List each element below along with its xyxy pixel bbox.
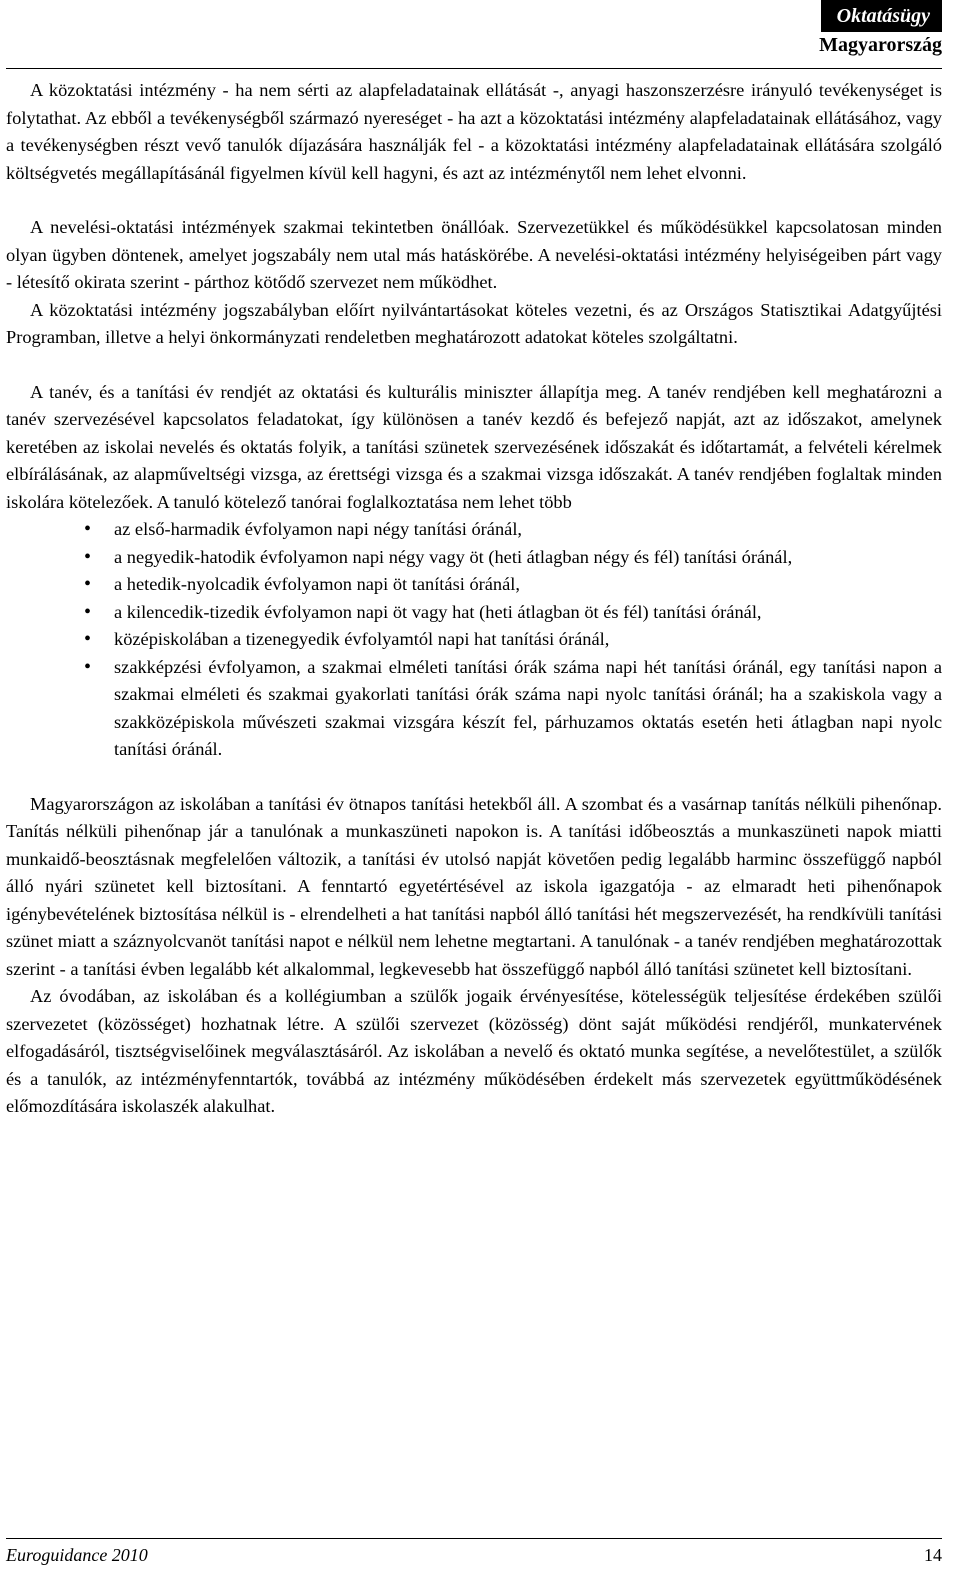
list-item: • a hetedik-nyolcadik évfolyamon napi öt tanítási óránál, <box>6 571 942 599</box>
list-item: • az első-harmadik évfolyamon napi négy tanítási óránál, <box>6 516 942 544</box>
footer-source: Euroguidance 2010 <box>6 1545 148 1565</box>
paragraph-gap <box>6 187 942 214</box>
paragraph-records: A közoktatási intézmény jogszabályban előírt nyilvántartásokat köteles vezetni, és az Országos Statisztikai Adatgyűjtési Programban, illetve a helyi önkormányzati rendeletben meghatározott adatokat köteles szolgáltatni. <box>6 299 942 347</box>
lesson-limits-list <box>6 516 942 764</box>
paragraph-autonomy: A nevelési-oktatási intézmények szakmai tekintetben önállóak. Szervezetükkel és működésükkel kapcsolatosan minden olyan ügyben döntenek, amelyet jogszabály nem utal más hatáskörébe. A nevelési-oktatási intézmény helyiségeiben párt vagy - létesítő okirata szerint - párthoz kötődő szervezet nem működhet. <box>6 217 942 292</box>
page-footer <box>6 1543 942 1567</box>
page-number: 14 <box>924 1545 942 1565</box>
list-item: • a negyedik-hatodik évfolyamon napi négy vagy öt (heti átlagban négy és fél) tanítási óránál, <box>6 544 942 572</box>
paragraph-gap <box>6 764 942 791</box>
page-header <box>819 0 942 58</box>
paragraph-gap <box>6 352 942 379</box>
list-item: • szakképzési évfolyamon, a szakmai elméleti tanítási órák száma napi hét tanítási óránál, egy tanítási napon a szakmai elméleti és szakmai gyakorlati tanítási órák száma napi nyolc tanítási óránál; ha a szakiskola vagy a szakközépiskola művészeti szakmai vizsgára készít fel, párhuzamos oktatás esetén heti átlagban napi nyolc tanítási óránál. <box>6 654 942 764</box>
header-divider <box>6 68 942 69</box>
list-item: • középiskolában a tizenegyedik évfolyamtól napi hat tanítási óránál, <box>6 626 942 654</box>
document-body <box>6 77 942 1121</box>
header-brand-title: Oktatásügy <box>821 0 942 32</box>
paragraph-parents: Az óvodában, az iskolában és a kollégiumban a szülők jogaik érvényesítése, kötelességük teljesítése érdekében szülői szervezetet (közösséget) hozhatnak létre. A szülői szervezet (közösség) dönt saját működési rendjéről, munkatervének elfogadásáról, tisztségviselőinek megválasztásáról. Az iskolában a nevelő és oktató munka segítése, a nevelőtestület, a szülők és a tanulók, az intézményfenntartók, továbbá az intézmény működésében érdekelt más szervezetek együttműködésének előmozdítására iskolaszék alakulhat. <box>6 986 942 1116</box>
paragraph-school-week: Magyarországon az iskolában a tanítási év ötnapos tanítási hetekből áll. A szombat és a vasárnap tanítás nélküli pihenőnap. Tanítás nélküli pihenőnap jár a tanulónak a munkaszüneti napokon is. A tanítási időbeosztás a munkaszüneti napok miatti munkaidő-beosztásnak megfelelően változik, a tanítási év utolsó napját követően pedig legalább harminc összefüggő napból álló nyári szünetet kell biztosítani. A fenntartó egyetértésével az iskola igazgatója - az elmaradt heti pihenőnapok igénybevételének biztosítása nélkül is - elrendelheti a hat tanítási napból álló tanítási hét megszervezését, ha rendkívüli tanítási szünet miatt a száznyolcvanöt tanítási napot e nélkül nem lehetne megtartani. A tanulónak - a tanév rendjében meghatározottak szerint - a tanítási évben legalább két alkalommal, legkevesebb hat összefüggő napból álló tanítási szünetet kell biztosítani. <box>6 793 942 979</box>
paragraph-income-activity: A közoktatási intézmény - ha nem sérti az alapfeladatainak ellátását -, anyagi haszonszerzésre irányuló tevékenységet is folytathat. Az ebből a tevékenységből származó nyereséget - ha azt a közoktatási intézmény alapfeladatainak ellátásához, vagy a tevékenységben részt vevő tanulók díjazására használják fel - a közoktatási intézmény alapfeladatainak ellátására szolgáló költségvetés megállapításánál figyelmen kívül kell hagyni, és azt az intézménytől nem lehet elvonni. <box>6 80 942 183</box>
footer-divider <box>6 1538 942 1539</box>
paragraph-school-year: A tanév, és a tanítási év rendjét az oktatási és kulturális miniszter állapítja meg. A tanév rendjében kell meghatározni a tanév szervezésével kapcsolatos feladatokat, így különösen a tanév kezdő és befejező napját, azt az időszakot, amelynek keretében az iskolai nevelés és oktatás folyik, a tanítási szünetek szervezésének időszakát és időtartamát, a felvételi kérelmek elbírálásának, az alapműveltségi vizsga, az érettségi vizsga és a szakmai vizsga időszakát. A tanév rendjében foglaltak minden iskolára kötelezőek. A tanuló kötelező tanórai foglalkoztatása nem lehet több <box>6 381 942 512</box>
list-item: • a kilencedik-tizedik évfolyamon napi öt vagy hat (heti átlagban öt és fél) tanítási óránál, <box>6 599 942 627</box>
header-brand-subtitle: Magyarország <box>819 34 942 56</box>
